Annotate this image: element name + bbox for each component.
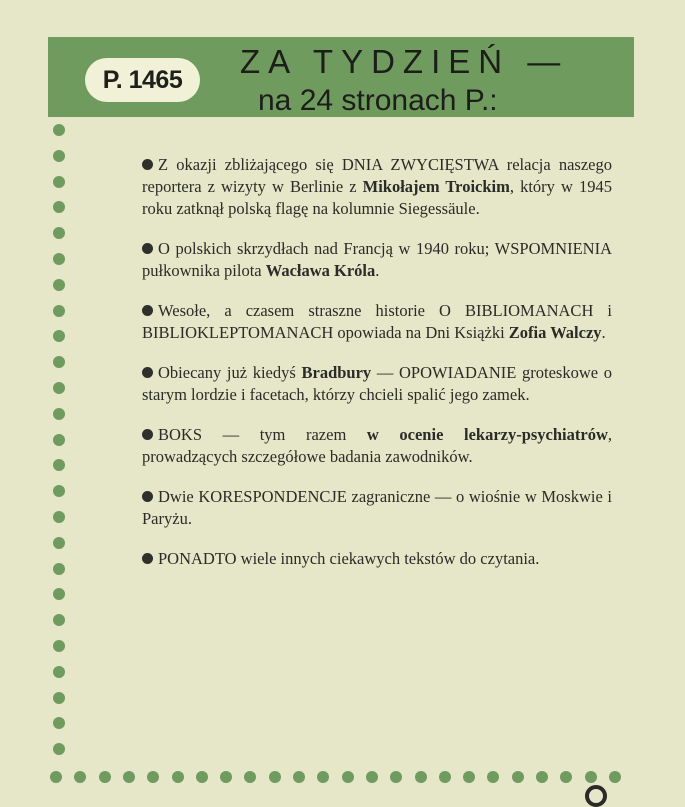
border-dot	[53, 150, 65, 162]
border-dot	[512, 771, 524, 783]
article-item	[142, 486, 612, 530]
border-dot	[123, 771, 135, 783]
item-text: Wesołe, a czasem straszne historie O BIBLIOMANACH i BIBLIOKLEPTOMANACH opowiada na Dni Książki	[142, 301, 612, 342]
bold-text: Wacława Króla	[265, 261, 376, 280]
bold-text: Zofia Walczy	[508, 323, 602, 342]
item-text: , który w 1945 roku zatknął polską flagę na kolumnie Siegessäule.	[142, 177, 612, 218]
left-dot-border	[52, 124, 66, 764]
border-dot	[53, 692, 65, 704]
border-dot	[74, 771, 86, 783]
item-text: O polskich skrzydłach nad Francją w 1940 roku; WSPOMNIENIA pułkownika pilota	[142, 239, 612, 280]
item-text: relacja naszego reportera z wizyty w Berlinie z	[142, 155, 612, 196]
border-dot	[53, 640, 65, 652]
border-dot	[53, 459, 65, 471]
bold-text: w ocenie lekarzy-psychiatrów	[366, 425, 608, 444]
bullet-icon	[142, 367, 153, 378]
bullet-icon	[142, 305, 153, 316]
bullet-icon	[142, 159, 153, 170]
item-text: DNIA ZWYCIĘSTWA	[341, 155, 499, 174]
border-dot	[536, 771, 548, 783]
bullet-icon	[142, 491, 153, 502]
border-dot	[220, 771, 232, 783]
border-dot	[53, 485, 65, 497]
border-dot	[317, 771, 329, 783]
border-dot	[53, 330, 65, 342]
border-dot	[560, 771, 572, 783]
border-dot	[53, 382, 65, 394]
issue-badge: P. 1465	[85, 58, 200, 102]
border-dot	[53, 305, 65, 317]
border-dot	[53, 408, 65, 420]
item-text: Z okazji zbliżającego się	[158, 155, 342, 174]
item-text: PONADTO wiele innych ciekawych tekstów do czytania.	[158, 549, 540, 568]
article-item	[142, 548, 612, 570]
border-dot	[50, 771, 62, 783]
border-dot	[487, 771, 499, 783]
bullet-icon	[142, 429, 153, 440]
border-dot	[439, 771, 451, 783]
item-text: Dwie KORESPONDENCJE zagraniczne — o wiośnie w Moskwie i Paryżu.	[142, 487, 612, 528]
page-number-fragment	[585, 785, 607, 807]
border-dot	[366, 771, 378, 783]
article-item	[142, 300, 612, 344]
border-dot	[53, 279, 65, 291]
border-dot	[53, 201, 65, 213]
headline	[240, 40, 630, 118]
border-dot	[53, 614, 65, 626]
border-dot	[269, 771, 281, 783]
border-dot	[244, 771, 256, 783]
border-dot	[147, 771, 159, 783]
border-dot	[53, 563, 65, 575]
border-dot	[293, 771, 305, 783]
border-dot	[53, 743, 65, 755]
item-text: BOKS — tym razem	[158, 425, 367, 444]
border-dot	[53, 124, 65, 136]
border-dot	[609, 771, 621, 783]
article-item	[142, 154, 612, 220]
border-dot	[53, 666, 65, 678]
border-dot	[415, 771, 427, 783]
border-dot	[172, 771, 184, 783]
border-dot	[99, 771, 111, 783]
bullet-icon	[142, 243, 153, 254]
border-dot	[53, 176, 65, 188]
border-dot	[390, 771, 402, 783]
border-dot	[463, 771, 475, 783]
bold-text: Bradbury	[301, 363, 372, 382]
bullet-icon	[142, 553, 153, 564]
article-item	[142, 424, 612, 468]
headline-line2: na 24 stronach P.:	[258, 84, 498, 117]
bottom-dot-border	[50, 770, 640, 784]
border-dot	[53, 434, 65, 446]
headline-line1: ZA TYDZIEŃ —	[240, 43, 569, 80]
border-dot	[53, 356, 65, 368]
item-text: .	[375, 261, 380, 280]
article-item	[142, 238, 612, 282]
border-dot	[53, 227, 65, 239]
bold-text: Mikołajem Troickim	[362, 177, 510, 196]
border-dot	[342, 771, 354, 783]
border-dot	[53, 253, 65, 265]
article-list	[142, 154, 612, 588]
border-dot	[196, 771, 208, 783]
article-item	[142, 362, 612, 406]
item-text: .	[601, 323, 606, 342]
border-dot	[53, 511, 65, 523]
border-dot	[53, 537, 65, 549]
border-dot	[53, 588, 65, 600]
item-text: Obiecany już kiedyś	[158, 363, 302, 382]
item-text: , prowadzących szczegółowe badania zawodników.	[142, 425, 613, 466]
border-dot	[53, 717, 65, 729]
border-dot	[585, 771, 597, 783]
item-text: — OPOWIADANIE groteskowe o starym lordzie i facetach, którzy chcieli spalić jego zamek.	[142, 363, 612, 404]
